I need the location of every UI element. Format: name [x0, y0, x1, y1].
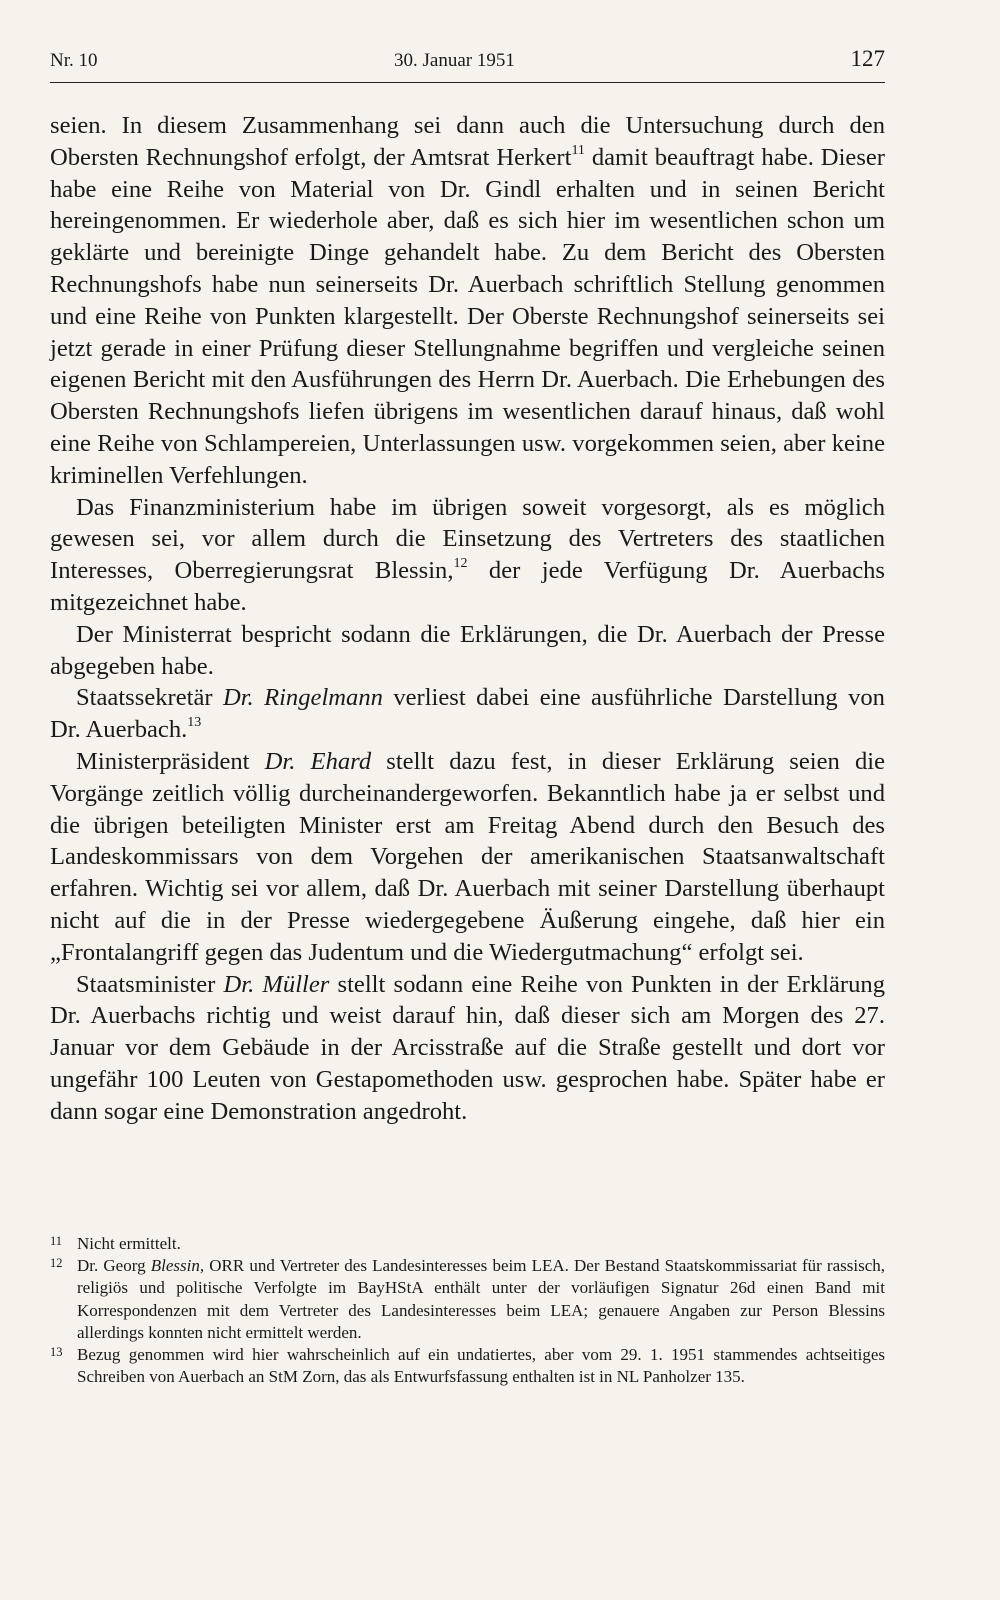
footnote	[50, 1255, 885, 1344]
text-run: Nicht ermittelt.	[77, 1234, 181, 1253]
body-text	[50, 110, 885, 1128]
text-run: Staatsminister	[76, 970, 224, 998]
speaker-name: Dr. Müller	[223, 970, 330, 998]
footnote	[50, 1344, 885, 1388]
text-run: Das Finanzministerium habe im übrigen soweit vorgesorgt, als es möglich gewesen sei, vor allem durch die Einsetzung des Vertreters des staatlichen Interesses, Oberregierungsrat Blessin,	[50, 493, 885, 585]
issue-number: Nr. 10	[50, 50, 98, 71]
paragraph	[50, 110, 885, 492]
text-run: Bezug genommen wird hier wahrscheinlich auf ein undatiertes, aber vom 29. 1. 1951 stammendes achtseitiges Schreiben von Auerbach an StM Zorn, das als Entwurfsfassung enthalten ist in NL Panholzer 135.	[77, 1345, 885, 1387]
header-date: 30. Januar 1951	[394, 50, 515, 71]
text-run: ORR und Vertreter des Landesinteresses beim LEA. Der Bestand Staatskommissariat für rassisch, religiös und politische Verfolgte im BayHStA enthält unter der vorläufigen Signatur 26d einen Band mit Korrespondenzen mit dem Vertreter des Landesinteresses beim LEA; genauere Angaben zur Person Blessins allerdings konnten nicht ermittelt werden.	[77, 1256, 885, 1342]
text-run: Staatssekretär	[76, 684, 223, 712]
text-run: stellt sodann eine Reihe von Punkten in der Erklärung Dr. Auerbachs richtig und weist darauf hin, daß dieser sich am Morgen des 27. Januar vor dem Gebäude in der Arcisstraße auf die Straße gestellt und dort vor ungefähr 100 Leuten von Gestapomethoden usw. gesprochen habe. Später habe er dann sogar eine Demonstration angedroht.	[50, 970, 885, 1125]
speaker-name: Dr. Ringelmann	[222, 684, 383, 712]
text-run: seien. In diesem Zusammenhang sei dann auch die Untersuchung durch den Obersten Rechnungshof erfolgt, der Amtsrat Herkert	[50, 112, 885, 171]
paragraph	[50, 619, 885, 683]
text-run: verliest dabei eine ausführliche Darstellung von Dr. Auerbach.	[50, 684, 885, 744]
text-run: Der Ministerrat bespricht sodann die Erklärungen, die Dr. Auerbach der Presse abgegeben habe.	[50, 620, 885, 680]
footnote-number: 11	[50, 1234, 63, 1248]
paragraph	[50, 746, 885, 969]
text-run: Ministerpräsident	[76, 747, 265, 775]
speaker-name: Blessin,	[150, 1256, 205, 1276]
paragraph	[50, 492, 885, 619]
footnotes	[50, 1233, 885, 1388]
paragraph	[50, 969, 885, 1128]
footnote-ref: 12	[453, 555, 468, 571]
text-run: der jede Verfügung Dr. Auerbachs mitgezeichnet habe.	[50, 557, 885, 616]
text-run: Dr. Georg	[77, 1256, 151, 1276]
footnote-ref: 11	[571, 142, 585, 158]
page-number: 127	[850, 46, 885, 71]
footnote	[50, 1233, 885, 1255]
paragraph	[50, 682, 885, 746]
text-run: damit beauftragt habe. Dieser habe eine Reihe von Material von Dr. Gindl erhalten und in seinen Bericht hereingenommen. Er wiederhole aber, daß es sich hier im wesentlichen schon um geklärte und bereinigte Dinge gehandelt habe. Zu dem Bericht des Obersten Rechnungshofs habe nun seinerseits Dr. Auerbach schriftlich Stellung genommen und eine Reihe von Punkten klargestellt. Der Oberste Rechnungshof seinerseits sei jetzt gerade in einer Prüfung dieser Stellungnahme begriffen und vergleiche seinen eigenen Bericht mit den Ausführungen des Herrn Dr. Auerbach. Die Erhebungen des Obersten Rechnungshofs liefen übrigens im wesentlichen darauf hinaus, daß wohl eine Reihe von Schlampereien, Unterlassungen usw. vorgekommen seien, aber keine kriminellen Verfehlungen.	[50, 143, 885, 489]
footnote-number: 13	[50, 1345, 63, 1360]
speaker-name: Dr. Ehard	[264, 747, 372, 775]
text-run: stellt dazu fest, in dieser Erklärung seien die Vorgänge zeitlich völlig durcheinandergeworfen. Bekanntlich habe ja er selbst und die übrigen beteiligten Minister erst am Freitag Abend durch den Besuch des Landeskommissars von dem Vorgehen der amerikanischen Staatsanwaltschaft erfahren. Wichtig sei vor allem, daß Dr. Auerbach mit seiner Darstellung überhaupt nicht auf die in der Presse wiedergegebene Äußerung eingehe, daß hier ein „Frontalangriff gegen das Judentum und die Wiedergutmachung“ erfolgt sei.	[50, 747, 885, 966]
footnote-number: 12	[50, 1256, 63, 1271]
running-header	[50, 42, 885, 83]
footnote-ref: 13	[187, 714, 202, 730]
